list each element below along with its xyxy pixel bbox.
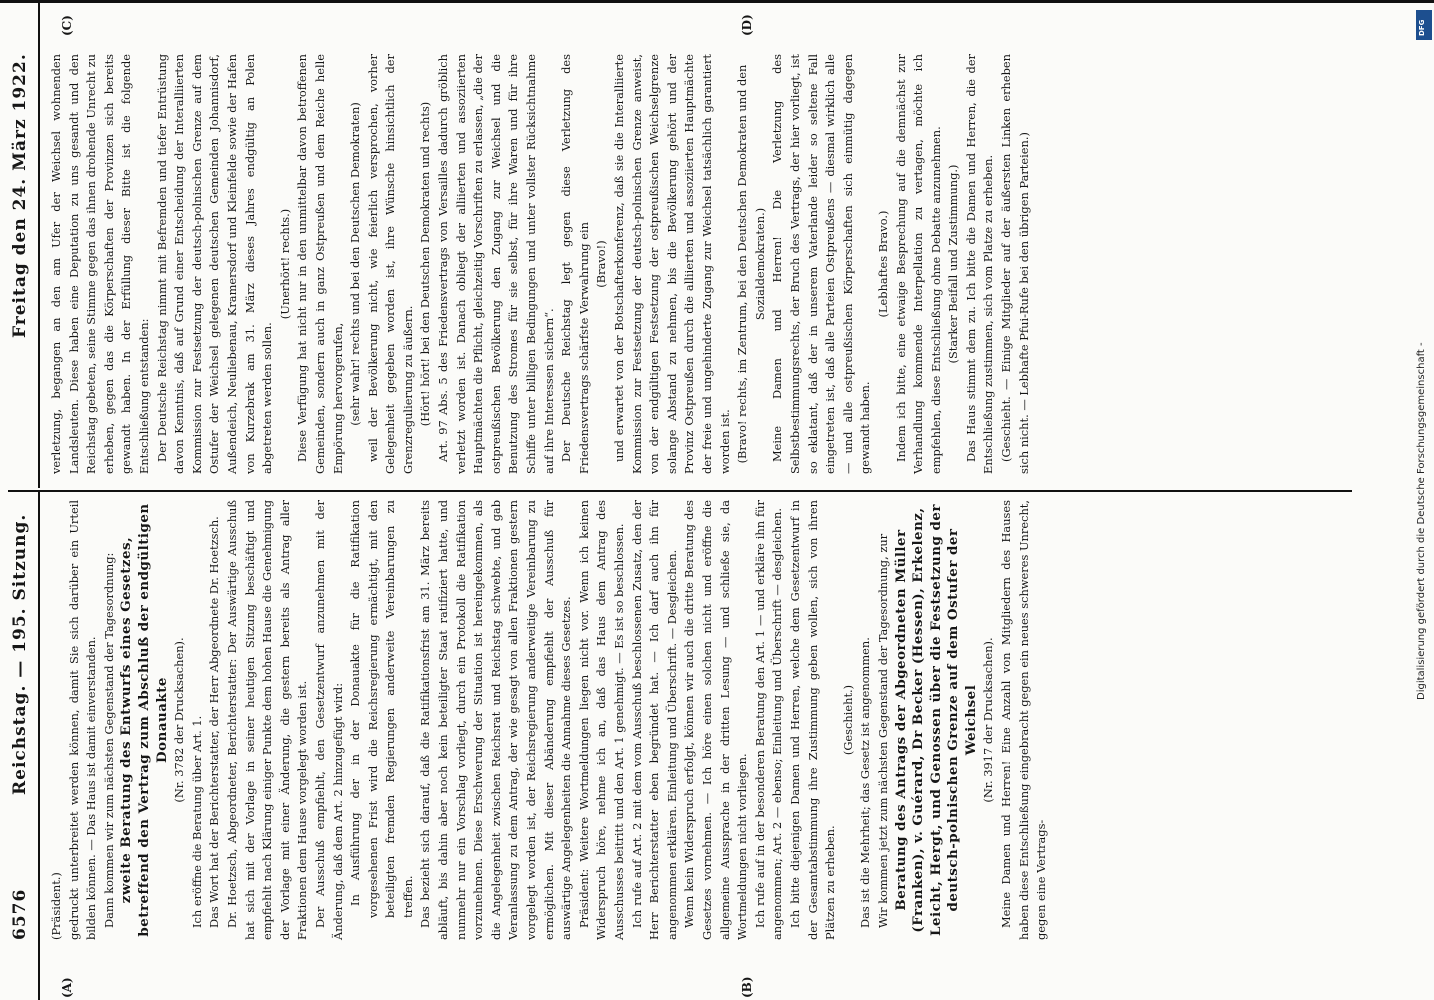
interjection: (Bravo!) [594,240,609,288]
drucksache-ref: (Nr. 3917 der Drucksachen). [981,637,996,803]
margin-mark-a: (A) [60,977,74,998]
resolution-text: Der Deutsche Reichstag nimmt mit Befremden und tiefer Entrüstung davon Kenntnis, daß auf Grund einer Entscheidung der Interalliierten Kommission zur Festsetzung der deutsch-polnischen Grenze auf dem Ostufer der Weichsel gelegenen deutschen Gemeinden Johannisdorf, Außendeich, Neuliebenau, Kramersdorf und Kleinfelde sowie der Hafen von Kurzebrak am 31. März dieses Jahres endgültig an Polen abgetreten werden sollen. [154,54,275,474]
paragraph: verletzung, begangen an den am Ufer der Weichsel wohnenden Landsleuten. Diese haben eine Deputation zu uns gesandt und den Reichstag gebeten, seine Stimme gegen das ihnen drohende Unrecht zu erheben, gegen das die Körperschaften der Provinzen sich bereits gewandt haben. In der Erfüllung dieser Bitte ist die folgende Entschließung entstanden: [49,54,151,474]
interjection: (Geschieht.) [840,684,855,756]
paragraph: Ich rufe auf in der besonderen Beratung den Art. 1 — und erkläre ihn für angenommen; Art. 2 — ebenso; Einleitung und Überschrift — desgleichen. [752,500,785,940]
interjection: (Unerhört! rechts.) [277,208,292,320]
paragraph: Meine Damen und Herren! Eine Anzahl von Mitgliedern des Hauses haben diese Entschließung eingebracht gegen ein neues schweres Unrecht, gegen eine Vertrags- [999,500,1049,940]
resolution-text: weil der Bevölkerung nicht, wie feierlich versprochen, vorher Gelegenheit gegeben worden ist, ihre Wünsche hinsichtlich der Grenzregulierung zu äußern. [365,54,415,474]
margin-mark-b: (B) [740,976,754,998]
paragraph: Ich rufe auf Art. 2 mit dem vom Ausschuß beschlossenen Zusatz, den der Herr Berichterstatter eben begründet hat. — Ich darf auch ihn für angenommen erklären. Einleitung und Überschrift. — Desgleichen. [629,500,679,940]
dfg-logo [1416,10,1432,40]
paragraph: Das Haus stimmt dem zu. Ich bitte die Damen und Herren, die der Entschließung zustimmen, sich vom Platze zu erheben. [963,54,996,474]
interjection: (Geschieht. — Einige Mitglieder auf der äußersten Linken erheben sich nicht. — Lebhafte Pfui-Rufe bei den übrigen Parteien.) [999,54,1031,474]
speaker-label: (Präsident.) [49,872,63,940]
page-number: 6576 [10,888,30,940]
right-text-column [48,54,1033,474]
interjection: (Bravo! rechts, im Zentrum, bei den Deutschen Demokraten und den Sozialdemokraten.) [735,64,767,464]
right-page [0,0,1360,488]
resolution-text: Der Deutsche Reichstag legt gegen diese Verletzung des Friedensvertrags schärfste Verwahrung ein [559,54,591,474]
paragraph: Ich bitte diejenigen Damen und Herren, welche dem Gesetzentwurf in der Gesamtabstimmung ihre Zustimmung geben wollen, sich von ihren Plätzen zu erheben. [787,500,838,940]
right-page-header [0,0,40,488]
paragraph: Wir kommen jetzt zum nächsten Gegenstand der Tagesordnung, zur [875,533,890,928]
paragraph: Ich eröffne die Beratung über Art. 1. [189,715,204,928]
interjection: (Starker Beifall und Zustimmung.) [946,164,961,364]
paragraph: Das Wort hat der Berichterstatter, der Herr Abgeordnete Dr. Hoetzsch. [207,516,222,928]
margin-mark-c: (C) [60,15,74,36]
paragraph: Wenn kein Widerspruch erfolgt, können wir auch die dritte Beratung des Gesetzes vornehmen. — Ich höre einen solchen nicht und eröffne die allgemeine Aussprache in der dritten Lesung — und schließe sie, da Wortmeldungen nicht vorliegen. [682,500,750,940]
left-header-title: Reichstag. — 195. Sitzung. [10,513,30,795]
right-header-title: Freitag den 24. März 1922. [10,53,30,338]
resolution-text: Diese Verfügung hat nicht nur in den unmittelbar davon betroffenen Gemeinden, sondern auch in ganz Ostpreußen und dem Reiche helle Empörung hervorgerufen, [295,54,345,474]
interjection: (Hört! hört! bei den Deutschen Demokraten und rechts) [418,101,433,427]
paragraph: Indem ich bitte, eine etwaige Besprechung auf die demnächst zur Verhandlung kommende Interpellation zu vertagen, möchte ich empfehlen, diese Entschließung ohne Debatte anzunehmen. [893,54,943,474]
column-divider [8,490,1352,492]
paragraph: Präsident: Weitere Wortmeldungen liegen nicht vor. Wenn ich keinen Widerspruch höre, nehme ich an, daß das Haus dem Antrag des Ausschusses beitritt und den Art. 1 genehmigt. — Es ist so beschlossen. [576,500,626,940]
left-text-column [48,500,1051,940]
paragraph: gedruckt unterbreitet werden können, damit Sie sich darüber ein Urteil bilden können. — Das Haus ist damit einverstanden. [66,500,99,940]
left-page-header [0,492,40,1000]
agenda-heading: zweite Beratung des Entwurfs eines Gesetzes, betreffend den Vertrag zum Abschluß der endgültigen Donauakte [118,503,170,937]
quoted-amendment: In Ausführung der in der Donauakte für die Ratifikation vorgesehenen Frist wird die Reichsregierung ermächtigt, mit den beteiligten fremden Regierungen anderweite Vereinbarungen zu treffen. [348,500,415,918]
resolution-text: und erwartet von der Botschafterkonferenz, daß sie die Interalliierte Kommission zur Festsetzung der deutsch-polnischen Grenze anweist, von der endgültigen Festsetzung der ostpreußischen Weichselgrenze solange Abstand zu nehmen, bis die Bevölkerung gehört und der Provinz Ostpreußen durch die alliierten und assoziierten Hauptmächte der freie und ungehinderte Zugang zur Weichsel tatsächlich garantiert worden ist. [612,54,732,474]
paragraph: Der Ausschuß empfiehlt, den Gesetzentwurf anzunehmen mit der Änderung, daß dem Art. 2 hinzugefügt wird: [312,500,345,940]
paragraph: Das ist die Mehrheit; das Gesetz ist angenommen. [858,637,873,928]
paragraph: Dr. Hoetzsch, Abgeordneter, Berichterstatter: Der Auswärtige Ausschuß hat sich mit der Vorlage in seiner heutigen Sitzung beschäftigt und empfiehlt nach Klärung einiger Punkte dem hohen Hause die Genehmigung der Vorlage mit einer Änderung, die gestern bereits als Antrag aller Fraktionen dem Hause vorgelegt worden ist. [224,500,310,940]
digitization-stamp: Digitalisierung gefördert durch die Deutsche Forschungsgemeinschaft - [1416,342,1427,700]
dfg-logo-text: DFG [1418,19,1426,36]
interjection: (Lebhaftes Bravo.) [875,210,890,318]
resolution-text: Art. 97 Abs. 5 des Friedensvertrags von Versailles dadurch gröblich verletzt worden ist. Danach obliegt der alliierten und assoziierten Hauptmächten die Pflicht, gleichzeitig Vorschriften zu erlassen, „die der ostpreußischen Bevölkerung den Zugang zur Weichsel und die Benutzung des Stromes für sie selbst, für ihre Waren und für ihre Schiffe unter billigen Bedingungen und unter vollster Rücksichtnahme auf ihre Interessen sichern“. [436,54,556,474]
drucksache-ref: (Nr. 3782 der Drucksachen). [172,637,187,803]
agenda-heading: Beratung des Antrags der Abgeordneten Müller (Franken), v. Guérard, Dr Becker (Hessen), Erkelenz, Leicht, Hergt, und Genossen über die Festsetzung der deutsch-polnischen Grenze auf dem Ostufer der Weichsel [892,504,979,936]
paragraph: Das bezieht sich darauf, daß die Ratifikationsfrist am 31. März bereits abläuft, bis dahin aber noch kein beteiligter Staat ratifiziert hatte, und nunmehr nur ein Vorschlag vorliegt, durch ein Protokoll die Ratifikation vorzunehmen. Diese Erschwerung der Situation ist hereingekommen, als die Angelegenheit zwischen Reichsrat und Reichstag schwebte, und gab Veranlassung zu dem Antrag, der wie gesagt von allen Fraktionen gestern vorgelegt worden ist, der Reichsregierung anderweitige Vereinbarung zu ermöglichen. Mit dieser Abänderung empfiehlt der Ausschuß für auswärtige Angelegenheiten die Annahme dieses Gesetzes. [418,500,574,940]
left-page [0,492,1360,1000]
paragraph: Meine Damen und Herren! Die Verletzung des Selbstbestimmungsrechts, der Bruch des Vertrags, der hier vorliegt, ist so eklatant, daß der in unserem Vaterlande leider so seltene Fall eingetreten ist, daß alle Parteien Ostpreußens — diesmal wirklich alle — und alle ostpreußischen Körperschaften sich einmütig dagegen gewandt haben. [770,54,873,474]
paragraph: Dann kommen wir zum nächsten Gegenstand der Tagesordnung: [101,552,116,928]
margin-mark-d: (D) [740,14,754,36]
interjection: (sehr wahr! rechts und bei den Deutschen Demokraten) [348,102,363,426]
